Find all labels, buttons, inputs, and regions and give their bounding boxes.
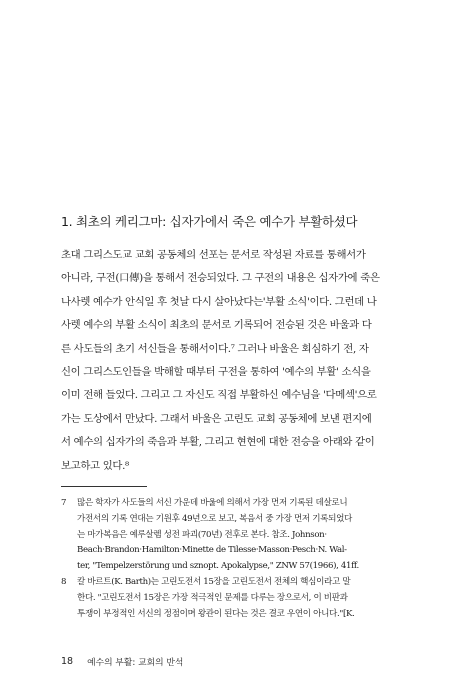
footnote-line: 많은 학자가 사도들의 서신 가운데 바울에 의해서 가장 먼저 기록된 데살로니 xyxy=(77,498,348,508)
running-title: 예수의 부활: 교회의 반석 xyxy=(87,657,184,668)
section-heading: 1. 최초의 케리그마: 십자가에서 죽은 예수가 부활하셨다 xyxy=(61,214,358,229)
body-line: 사렛 예수의 부활 소식이 최초의 문서로 기록되어 전승된 것은 바울과 다 xyxy=(61,319,372,332)
footnote-number: 7 xyxy=(61,498,67,508)
page-number: 18 xyxy=(61,655,74,667)
footnote-divider xyxy=(61,486,147,487)
body-line: 신이 그리스도인들을 박해할 때부터 구전을 통하여 '예수의 부활' 소식을 xyxy=(61,365,371,378)
body-line: 가는 도상에서 만났다. 그래서 바울은 고린도 교회 공동체에 보낸 편지에 xyxy=(61,412,372,425)
body-line: 아니라, 구전(口傳)을 통해서 전승되었다. 그 구전의 내용은 십자가에 죽은 xyxy=(61,272,380,285)
body-line: 초대 그리스도교 교회 공동체의 선포는 문서로 작성된 자료를 통해서가 xyxy=(61,249,366,261)
body-line: 보고하고 있다.⁸ xyxy=(61,459,129,472)
footnote-number: 8 xyxy=(61,576,67,587)
footnote-text xyxy=(77,575,354,622)
body-line: 이미 전해 들었다. 그리고 그 자신도 직접 부활하신 예수님을 '다메섹'으로 xyxy=(61,389,377,402)
footnote-line: 는 마가복음은 예루살렘 성전 파괴(70년) 전후로 본다. 참조. Johnson· xyxy=(77,529,327,540)
footnote-line: ter, "Tempelzerstörung und sznopt. Apokalypse," ZNW 57(1966), 41ff. xyxy=(77,561,359,572)
footnote-text xyxy=(77,496,359,575)
footnote-line: 한다. "고린도전서 15장은 가장 적극적인 문제를 다루는 장으로서, 이 비판과 xyxy=(77,592,348,603)
body-line: 른 사도들의 초기 서신들을 통해서이다.⁷ 그러나 바울은 회심하기 전, 자 xyxy=(61,342,369,355)
footnote-7 xyxy=(61,496,413,575)
page-footer xyxy=(61,654,183,668)
footnote-8 xyxy=(61,575,413,622)
body-line: 서 예수의 십자가의 죽음과 부활, 그리고 현현에 대한 전승을 아래와 같이 xyxy=(61,436,375,449)
footnotes xyxy=(61,496,413,622)
footnote-line: 칼 바르트(K. Barth)는 고린도전서 15장을 고린도전서 전체의 핵심이라고 말 xyxy=(77,576,351,587)
body-line: 나사렛 예수가 안식일 후 첫날 다시 살아났다는'부활 소식'이다. 그런데 나 xyxy=(61,295,377,308)
footnote-line: Beach·Brandon·Hamilton·Minette de Tilesse·Masson·Pesch·N. Wal- xyxy=(77,545,347,556)
footnote-line: 가전서의 기록 연대는 기원후 49년으로 보고, 복음서 중 가장 먼저 기록되었다 xyxy=(77,513,352,524)
footnote-line: 투쟁이 부정적인 서신의 정점이며 왕관이 된다는 것은 결코 우연이 아니다."[K. xyxy=(77,608,355,619)
body-text xyxy=(61,244,411,478)
